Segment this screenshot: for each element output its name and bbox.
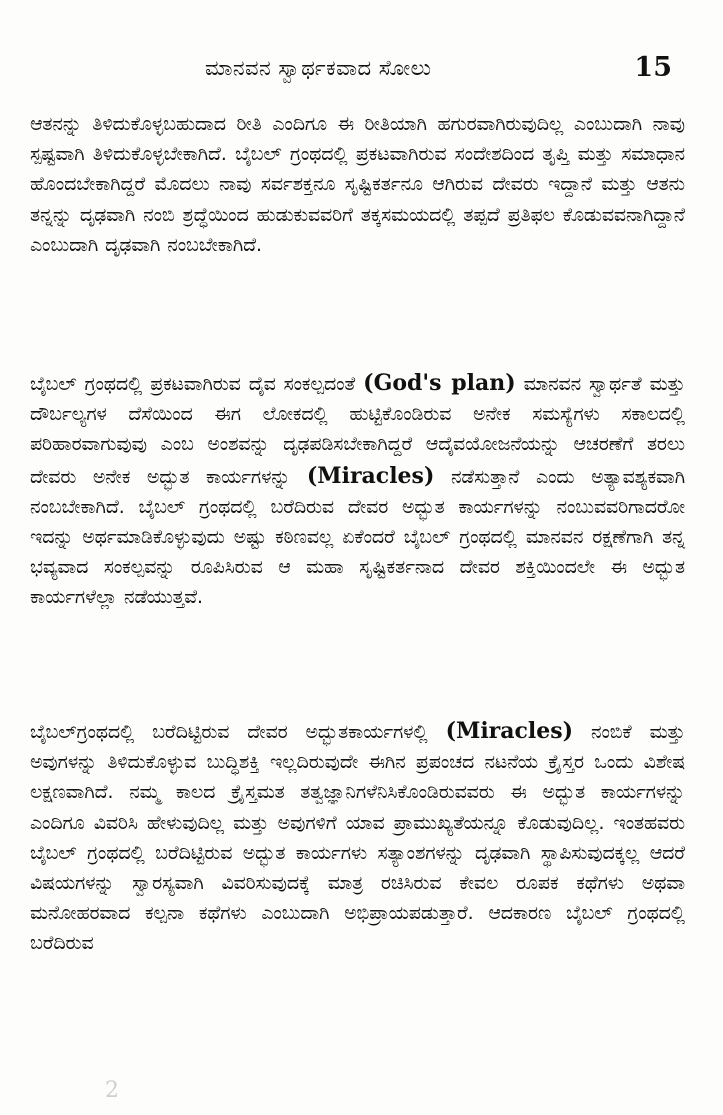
page-header: [30, 52, 680, 92]
paragraph-1: ಆತನನ್ನು ತಿಳಿದುಕೊಳ್ಳಬಹುದಾದ ರೀತಿ ಎಂದಿಗೂ ಈ ರೀತಿಯಾಗಿ ಹಗುರವಾಗಿರುವುದಿಲ್ಲ ಎಂಬುದಾಗಿ ನಾವು ಸ್ಪಷ್ಟವಾಗಿ ತಿಳಿದುಕೊಳ್ಳಬೇಕಾಗಿದೆ. ಬೈಬಲ್ ಗ್ರಂಥದಲ್ಲಿ ಪ್ರಕಟವಾಗಿರುವ ಸಂದೇಶದಿಂದ ತೃಪ್ತಿ ಮತ್ತು ಸಮಾಧಾನ ಹೊಂದಬೇಕಾಗಿದ್ದರೆ ಮೊದಲು ನಾವು ಸರ್ವಶಕ್ತನೂ ಸೃಷ್ಟಿಕರ್ತನೂ ಆಗಿರುವ ದೇವರು ಇದ್ದಾನೆ ಮತ್ತು ಆತನು ತನ್ನನ್ನು ದೃಢವಾಗಿ ನಂಬಿ ಶ್ರದ್ಧೆಯಿಂದ ಹುಡುಕುವವರಿಗೆ ತಕ್ಕಸಮಯದಲ್ಲಿ ತಪ್ಪದೆ ಪ್ರತಿಫಲ ಕೊಡುವವನಾಗಿದ್ದಾನೆ ಎಂಬುದಾಗಿ ದೃಢವಾಗಿ ನಂಬಬೇಕಾಗಿದೆ.: [30, 114, 685, 256]
paragraph-3-text-b: ನಂಬಿಕೆ ಮತ್ತು ಅವುಗಳನ್ನು ತಿಳಿದುಕೊಳ್ಳುವ ಬುದ್ಧಿಶಕ್ತಿ ಇಲ್ಲದಿರುವುದೇ ಈಗಿನ ಪ್ರಪಂಚದ ನಟನೆಯ ಕ್ರೈಸ್ತರ ಒಂದು ವಿಶೇಷ ಲಕ್ಷಣವಾಗಿದೆ. ನಮ್ಮ ಕಾಲದ ಕ್ರೈಸ್ತಮತ ತತ್ವಜ್ಞಾನಿಗಳೆನಿಸಿಕೊಂಡಿರುವವರು ಈ ಅದ್ಭುತ ಕಾರ್ಯಗಳನ್ನು ಎಂದಿಗೂ ವಿವರಿಸಿ ಹೇಳುವುದಿಲ್ಲ ಮತ್ತು ಅವುಗಳಿಗೆ ಯಾವ ಪ್ರಾಮುಖ್ಯತೆಯನ್ನೂ ಕೊಡುವುದಿಲ್ಲ. ಇಂತಹವರು ಬೈಬಲ್ ಗ್ರಂಥದಲ್ಲಿ ಬರೆದಿಟ್ಟಿರುವ ಅದ್ಭುತ ಕಾರ್ಯಗಳು ಸತ್ಯಾಂಶಗಳನ್ನು ದೃಢವಾಗಿ ಸ್ಥಾಪಿಸುವುದಕ್ಕಲ್ಲ ಆದರೆ ವಿಷಯಗಳನ್ನು ಸ್ವಾರಸ್ಯವಾಗಿ ವಿವರಿಸುವುದಕ್ಕೆ ಮಾತ್ರ ರಚಿಸಿರುವ ಕೇವಲ ರೂಪಕ ಕಥೆಗಳು ಅಥವಾ ಮನೋಹರವಾದ ಕಲ್ಪನಾ ಕಥೆಗಳು ಎಂಬುದಾಗಿ ಅಭಿಪ್ರಾಯಪಡುತ್ತಾರೆ. ಆದಕಾರಣ ಬೈಬಲ್ ಗ್ರಂಥದಲ್ಲಿ ಬರೆದಿರುವ: [30, 722, 685, 955]
gods-plan-term: (God's plan): [363, 370, 516, 396]
miracles-term: (Miracles): [445, 718, 574, 744]
faded-page-mark: 2: [105, 1078, 119, 1103]
paragraph-3: [30, 716, 685, 960]
paragraph-2: [30, 368, 685, 614]
page-number: 15: [634, 52, 672, 83]
paragraph-2-text-a: ಬೈಬಲ್ ಗ್ರಂಥದಲ್ಲಿ ಪ್ರಕಟವಾಗಿರುವ ದೈವ ಸಂಕಲ್ಪದಂತೆ: [30, 374, 356, 395]
paragraph-2-text-c: ನಡೆಸುತ್ತಾನೆ ಎಂದು ಅತ್ಯಾವಶ್ಯಕವಾಗಿ ನಂಬಬೇಕಾಗಿದೆ. ಬೈಬಲ್ ಗ್ರಂಥದಲ್ಲಿ ಬರೆದಿರುವ ದೇವರ ಅದ್ಭುತ ಕಾರ್ಯಗಳನ್ನು ನಂಬುವವರಿಗಾದರೋ ಇದನ್ನು ಅರ್ಥಮಾಡಿಕೊಳ್ಳುವುದು ಅಷ್ಟು ಕಠಿಣವಲ್ಲ ಏಕೆಂದರೆ ಬೈಬಲ್ ಗ್ರಂಥದಲ್ಲಿ ಮಾನವನ ರಕ್ಷಣೆಗಾಗಿ ತನ್ನ ಭವ್ಯವಾದ ಸಂಕಲ್ಪವನ್ನು ರೂಪಿಸಿರುವ ಆ ಮಹಾ ಸೃಷ್ಟಿಕರ್ತನಾದ ದೇವರ ಶಕ್ತಿಯಿಂದಲೇ ಈ ಅದ್ಭುತ ಕಾರ್ಯಗಳೆಲ್ಲಾ ನಡೆಯುತ್ತವೆ.: [30, 466, 685, 609]
paragraph-3-text-a: ಬೈಬಲ್‌ಗ್ರಂಥದಲ್ಲಿ ಬರೆದಿಟ್ಟಿರುವ ದೇವರ ಅದ್ಭುತಕಾರ್ಯಗಳಲ್ಲಿ: [30, 722, 428, 743]
paragraph-2-text-b: ಮಾನವನ ಸ್ವಾರ್ಥತೆ ಮತ್ತು ದೌರ್ಬಲ್ಯಗಳ ದೆಸೆಯಿಂದ ಈಗ ಲೋಕದಲ್ಲಿ ಹುಟ್ಟಿಕೊಂಡಿರುವ ಅನೇಕ ಸಮಸ್ಯೆಗಳು ಸಕಾಲದಲ್ಲಿ ಪರಿಹಾರವಾಗುವುವು ಎಂಬ ಅಂಶವನ್ನು ದೃಢಪಡಿಸಬೇಕಾಗಿದ್ದರೆ ಆದೈವಯೋಜನೆಯನ್ನು ಆಚರಣೆಗೆ ತರಲು ದೇವರು ಅನೇಕ ಅದ್ಭುತ ಕಾರ್ಯಗಳನ್ನು: [30, 374, 685, 488]
running-title: ಮಾನವನ ಸ್ವಾರ್ಥಕವಾದ ಸೋಲು: [205, 56, 432, 80]
miracles-term: (Miracles): [306, 462, 435, 489]
